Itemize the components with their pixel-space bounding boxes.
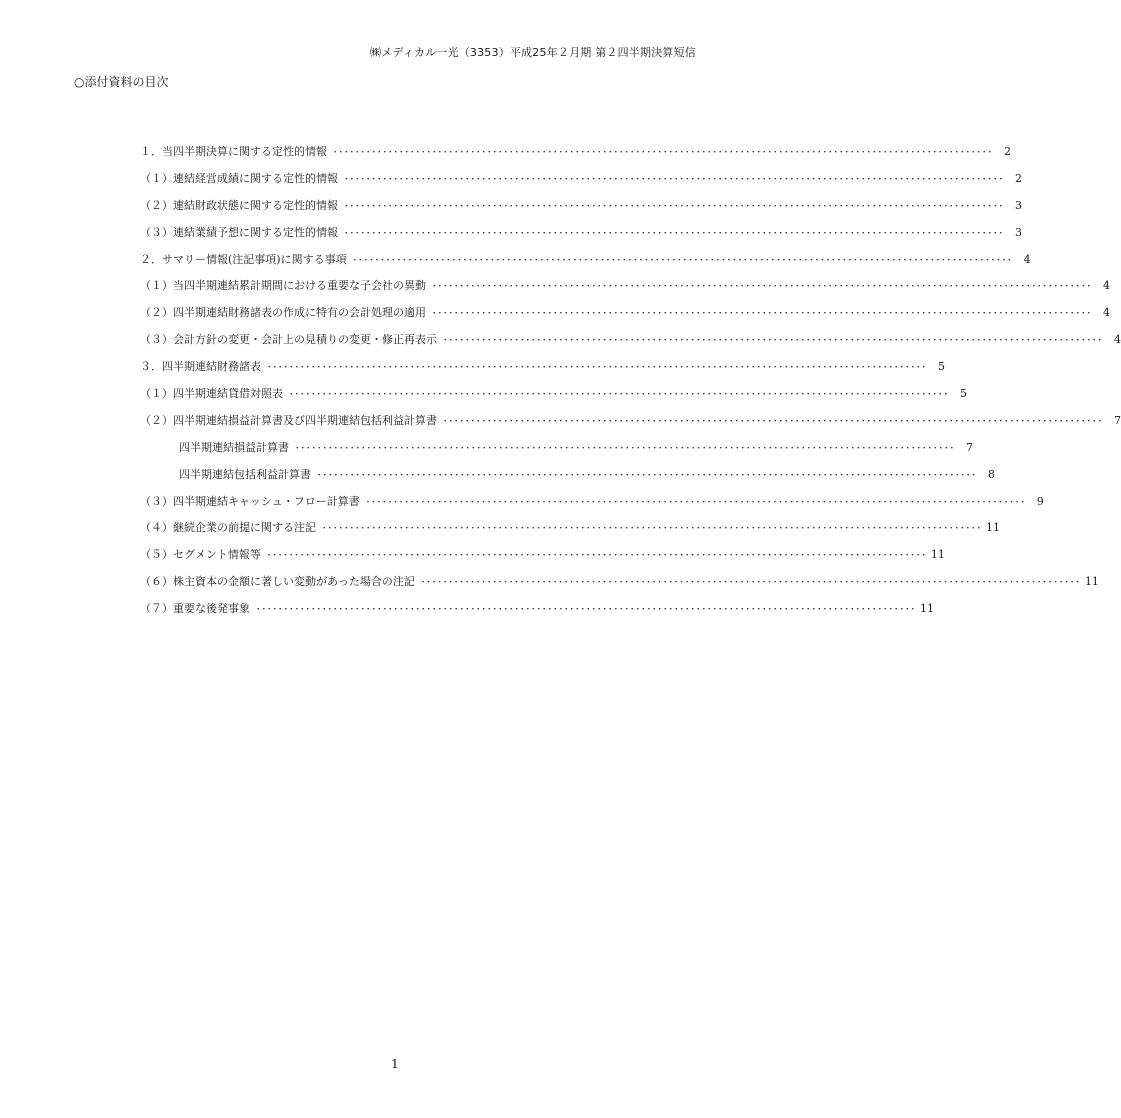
toc-entry-title: 重要な後発事象 — [173, 602, 250, 616]
toc-entry-number: （６） — [140, 575, 173, 589]
toc-dot-leader: ････････････････････････････････････････････････････････････････････････････････････････････････････････････････････････ — [289, 390, 950, 401]
toc-entry-title: 連結業績予想に関する定性的情報 — [173, 225, 338, 239]
toc-entry-page: 4 — [1103, 306, 1111, 320]
toc-entry-page: 3 — [1015, 225, 1023, 239]
toc-entry-title: 当四半期連結累計期間における重要な子会社の異動 — [173, 279, 426, 293]
toc-entry-page: 11 — [930, 548, 945, 562]
toc-entry — [140, 220, 1023, 247]
toc-entry-page: 4 — [1103, 279, 1111, 293]
toc-entry-page: 2 — [1004, 145, 1012, 158]
toc-entry-number: （５） — [140, 548, 173, 562]
toc-entry-page: 5 — [960, 387, 968, 401]
toc-dot-leader: ････････････････････････････････････････････････････････････････････････････････････････････････････････････････････････ — [344, 228, 1005, 239]
toc-entry-number: （３） — [140, 494, 173, 508]
toc-entry-page: 7 — [966, 440, 974, 454]
toc-entry-title: 株主資本の金額に著しい変動があった場合の注記 — [173, 575, 415, 589]
toc-entry — [140, 300, 1111, 327]
toc-entry — [140, 273, 1111, 300]
toc-entry — [140, 193, 1023, 220]
toc-entry-title: セグメント情報等 — [173, 548, 261, 562]
toc-entry-number: ３． — [140, 360, 162, 374]
toc-dot-leader: ････････････････････････････････････････････････････････････････････････････････････････････････････････････････････････ — [344, 201, 1005, 212]
toc-entry-title: 連結財政状態に関する定性的情報 — [173, 198, 338, 212]
toc-dot-leader: ････････････････････････････････････････････････････････････････････････････････････････････････････････････････････････ — [322, 524, 983, 535]
toc-entry-number: （３） — [140, 333, 173, 347]
toc-entry-number: （１） — [140, 279, 173, 293]
toc-entry-page: 2 — [1015, 171, 1023, 185]
toc-dot-leader: ････････････････････････････････････････････････････････････････････････････････････････････････････････････････････････ — [443, 416, 1104, 427]
toc-entry — [140, 435, 974, 462]
toc-entry-title: 連結経営成績に関する定性的情報 — [173, 171, 338, 185]
toc-entry-title: 四半期連結包括利益計算書 — [179, 467, 311, 481]
toc-entry-title: 四半期連結財務諸表 — [162, 360, 261, 374]
toc-entry-page: 11 — [986, 521, 1001, 535]
toc-entry-number: （４） — [140, 521, 173, 535]
toc-entry — [140, 139, 1012, 166]
toc-entry — [140, 381, 968, 408]
toc-entry-page: 7 — [1114, 413, 1121, 427]
toc-entry-number: ２． — [140, 252, 162, 266]
toc-entry-number: （１） — [140, 387, 173, 401]
toc-entry-title: 継続企業の前提に関する注記 — [173, 521, 316, 535]
toc-entry-title: 四半期連結損益計算書及び四半期連結包括利益計算書 — [173, 413, 437, 427]
toc-entry-page: 4 — [1023, 252, 1031, 266]
toc-dot-leader: ････････････････････････････････････････････････････････････････････････････････････････････････････････････････････････ — [420, 578, 1081, 589]
toc-dot-leader: ････････････････････････････････････････････････････････････････････････････････････････････････････････････････････････ — [443, 336, 1104, 347]
toc-dot-leader: ････････････････････････････････････････････････････････････････････････････････････････････････････････････････････････ — [344, 174, 1005, 185]
toc-dot-leader: ････････････････････････････････････････････････････････････････････････････････････････････････････････････････････････ — [333, 148, 994, 158]
toc-entry-title: サマリー情報(注記事項)に関する事項 — [162, 252, 347, 266]
toc-entry — [140, 515, 1001, 542]
toc-entry-title: 四半期連結キャッシュ・フロー計算書 — [173, 494, 360, 508]
toc-entry — [140, 247, 1031, 274]
toc-entry-title: 四半期連結貸借対照表 — [173, 387, 283, 401]
toc-entry-number: １． — [140, 145, 162, 158]
toc-entry — [140, 596, 935, 623]
toc-entry — [140, 354, 946, 381]
toc-entry-number: （２） — [140, 413, 173, 427]
toc-dot-leader: ････････････････････････････････････････････････････････････････････････････････････････････････････････････････････････ — [295, 443, 956, 454]
toc-entry-page: 11 — [1084, 575, 1099, 589]
toc-entry — [140, 408, 1121, 435]
toc-entry-page: 3 — [1015, 198, 1023, 212]
toc-entry-title: 会計方針の変更・会計上の見積りの変更・修正再表示 — [173, 333, 437, 347]
toc-dot-leader: ････････････････････････････････････････････････････････････････････････････････････････････････････････････････････････ — [365, 497, 1026, 508]
toc-entry — [140, 569, 1099, 596]
toc-dot-leader: ････････････････････････････････････････････････････････････････････････････････････････････････････････････････････････ — [256, 605, 917, 616]
toc-dot-leader: ････････････････････････････････････････････････････････････････････････････････････････････････････････････････････････ — [352, 255, 1013, 266]
toc-entry — [140, 327, 1121, 354]
toc-entry-number: （２） — [140, 306, 173, 320]
table-of-contents — [140, 139, 1121, 623]
toc-entry-title: 四半期連結財務諸表の作成に特有の会計処理の適用 — [173, 306, 426, 320]
toc-entry — [140, 489, 1044, 516]
section-heading: ○添付資料の目次 — [74, 75, 169, 89]
toc-entry-number: （７） — [140, 602, 173, 616]
toc-dot-leader: ････････････････････････････････････････････････････････････････････････････････････････････････････････････････････････ — [432, 282, 1093, 293]
page-number: 1 — [391, 1057, 399, 1071]
toc-entry-page: 9 — [1036, 494, 1044, 508]
toc-dot-leader: ････････････････････････････････････････････････････････････････････････････････････････････････････････････････････････ — [266, 551, 927, 562]
toc-entry — [140, 462, 996, 489]
toc-entry — [140, 542, 945, 569]
toc-entry-page: 8 — [988, 467, 996, 481]
toc-dot-leader: ････････････････････････････････････････････････････････････････････････････････････････････････････････････････････････ — [432, 309, 1093, 320]
document-header: ㈱メディカル一光（3353）平成25年２月期 第２四半期決算短信 — [369, 46, 696, 59]
toc-dot-leader: ････････････････････････････････････････････････････････････････････････････････････････････････････････････････････････ — [317, 470, 978, 481]
toc-entry-page: 4 — [1114, 333, 1121, 347]
toc-entry — [140, 166, 1023, 193]
toc-dot-leader: ････････････････････････････････････････････････････････････････････････････････････････････････････････････････････････ — [267, 363, 928, 374]
toc-entry-number: （２） — [140, 198, 173, 212]
toc-entry-title: 四半期連結損益計算書 — [179, 440, 289, 454]
toc-entry-title: 当四半期決算に関する定性的情報 — [162, 145, 327, 158]
toc-entry-page: 11 — [920, 602, 935, 616]
toc-entry-number: （３） — [140, 225, 173, 239]
toc-entry-page: 5 — [938, 360, 946, 374]
toc-entry-number: （１） — [140, 171, 173, 185]
